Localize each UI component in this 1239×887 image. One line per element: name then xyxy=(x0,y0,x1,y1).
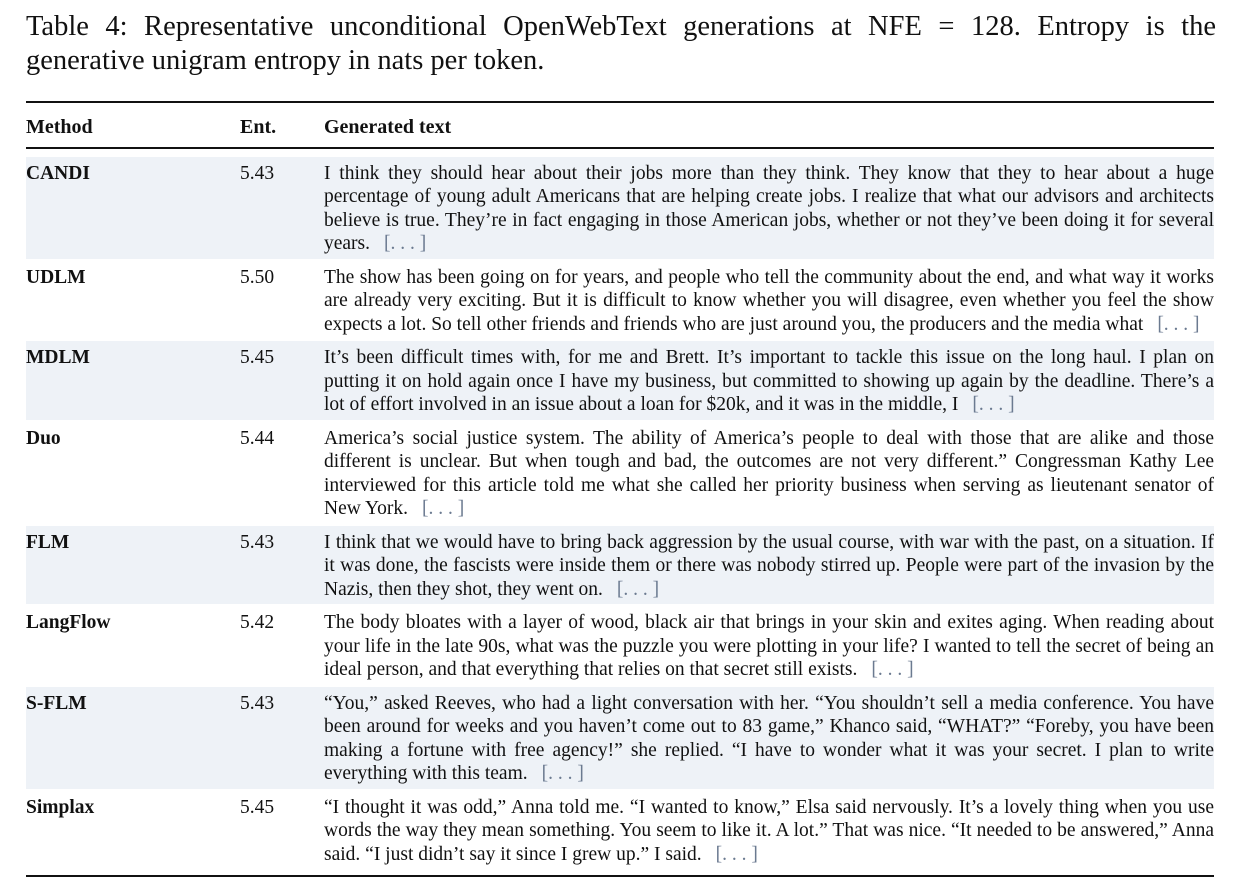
method-cell: Simplax xyxy=(26,796,95,818)
generated-text: I think they should hear about their jobs more than they think. They know that they to hear about a huge percentage of young adult Americans that are helping create jobs. I realize that what our advisors and architects believe is true. They’re in fact engaging in those American jobs, whether or not they’ve been doing it for several years. xyxy=(324,162,1214,254)
entropy-cell: 5.50 xyxy=(240,266,275,288)
generated-text-cell xyxy=(324,427,1214,521)
table-row xyxy=(26,157,1214,259)
table-row xyxy=(26,341,1214,420)
entropy-cell: 5.43 xyxy=(240,531,275,553)
truncation-marker: [. . . ] xyxy=(384,233,427,254)
method-cell: S-FLM xyxy=(26,692,87,714)
truncation-marker: [. . . ] xyxy=(715,843,758,865)
method-cell: Duo xyxy=(26,427,61,449)
method-cell: FLM xyxy=(26,531,70,553)
generated-text: America’s social justice system. The ability of America’s people to deal with those that are alike and those different is unclear. But when tough and bad, the outcomes are not very different.” Congressman Kathy Lee interviewed for this article told me what she called her priority business when serving as lieutenant senator of New York. xyxy=(324,427,1214,519)
method-cell: CANDI xyxy=(26,162,90,184)
bottom-rule xyxy=(26,875,1214,877)
table-row xyxy=(26,261,1214,340)
table-header xyxy=(26,103,1214,147)
entropy-cell: 5.45 xyxy=(240,347,275,368)
table-row xyxy=(26,422,1214,524)
generated-text: I think that we would have to bring back aggression by the usual course, with war with the past, on a situation. If it was done, the fascists were inside them or there was nobody stirred up. People were part of the invasion by the Nazis, then they shot, they went on. xyxy=(324,531,1214,600)
entropy-cell: 5.44 xyxy=(240,427,275,449)
header-entropy: Ent. xyxy=(240,116,277,138)
header-method: Method xyxy=(26,116,93,138)
method-cell: LangFlow xyxy=(26,612,111,633)
truncation-marker: [. . . ] xyxy=(541,763,584,784)
table-body xyxy=(26,157,1214,870)
truncation-marker: [. . . ] xyxy=(972,394,1015,415)
method-cell: UDLM xyxy=(26,266,86,288)
generated-text-cell xyxy=(324,266,1214,337)
generated-text: The body bloates with a layer of wood, black air that brings in your skin and exites aging. When reading about your life in the late 90s, what was the puzzle you were plotting in your life? I wanted to tell the secret of being an ideal person, and that everything that relies on that secret still exists. xyxy=(324,612,1214,680)
truncation-marker: [. . . ] xyxy=(421,498,465,519)
results-table xyxy=(26,101,1214,877)
generated-text-cell xyxy=(324,796,1214,867)
entropy-cell: 5.42 xyxy=(240,612,275,633)
generated-text-cell xyxy=(324,531,1214,602)
method-cell: MDLM xyxy=(26,347,90,368)
table-caption: Table 4: Representative unconditional OpenWebText generations at NFE = 128. Entropy is the generative unigram entropy in nats per token. xyxy=(26,11,1216,76)
truncation-marker: [. . . ] xyxy=(616,578,660,600)
generated-text: It’s been difficult times with, for me and Brett. It’s important to tackle this issue on the long haul. I plan on putting it on hold again once I have my business, but committed to showing up again by the deadline. There’s a lot of effort involved in an issue about a loan for $20k, and it was in the middle, I xyxy=(324,347,1214,415)
table-row xyxy=(26,606,1214,685)
table-row xyxy=(26,791,1214,870)
table-row xyxy=(26,526,1214,605)
header-rule xyxy=(26,147,1214,149)
generated-text: “I thought it was odd,” Anna told me. “I wanted to know,” Elsa said nervously. It’s a lovely thing when you use words the way they mean something. You seem to like it. A lot.” That was nice. “It needed to be answered,” Anna said. “I just didn’t say it since I grew up.” I said. xyxy=(324,796,1214,865)
generated-text: The show has been going on for years, and people who tell the community about the end, and what way it works are already very exciting. But it is difficult to know whether you will disagree, even whether you feel the show expects a lot. So tell other friends and friends who are just around you, the producers and the media what xyxy=(324,266,1214,335)
entropy-cell: 5.45 xyxy=(240,796,275,818)
generated-text-cell xyxy=(324,692,1214,786)
header-generated-text: Generated text xyxy=(324,116,452,138)
generated-text: “You,” asked Reeves, who had a light conversation with her. “You shouldn’t sell a media conference. You have been around for weeks and you haven’t come out to 83 game,” Khanco said, “WHAT?” “Foreby, you have been making a fortune with free agency!” she replied. “I have to wonder what it was your secret. I plan to write everything with this team. xyxy=(324,692,1214,784)
table-row xyxy=(26,687,1214,789)
generated-text-cell xyxy=(324,162,1214,256)
generated-text-cell xyxy=(324,611,1214,682)
truncation-marker: [. . . ] xyxy=(871,659,914,680)
entropy-cell: 5.43 xyxy=(240,692,275,714)
entropy-cell: 5.43 xyxy=(240,162,275,184)
truncation-marker: [. . . ] xyxy=(1157,313,1200,335)
generated-text-cell xyxy=(324,346,1214,417)
